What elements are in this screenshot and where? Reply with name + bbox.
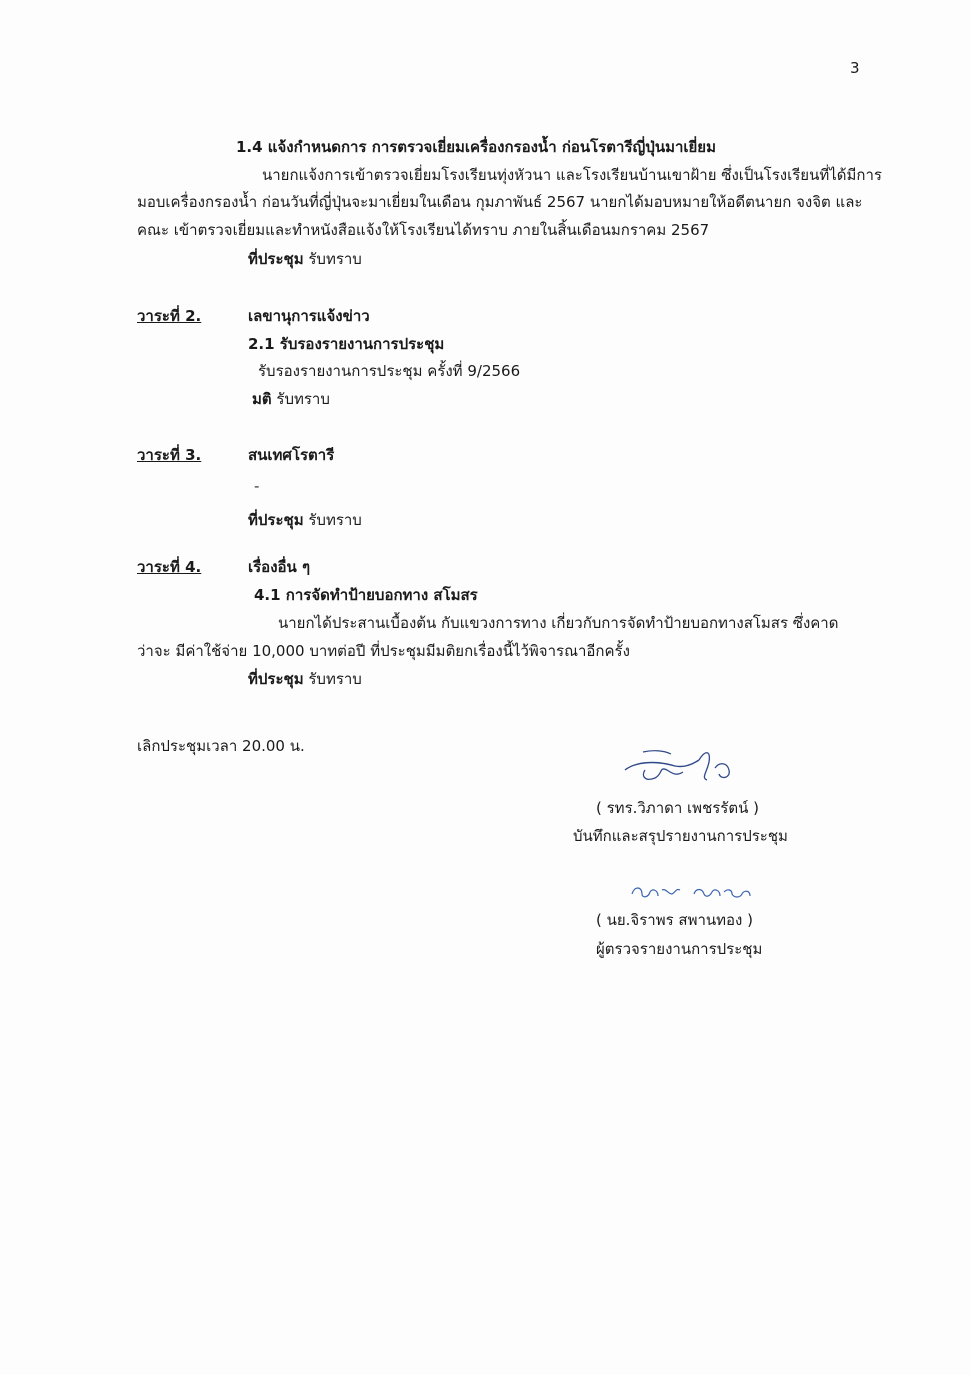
agenda-3-label: วาระที่ 3. <box>137 446 202 464</box>
page-number: 3 <box>850 59 860 77</box>
resolution-label: มติ <box>252 390 272 408</box>
agenda-4-resolution <box>248 669 362 689</box>
section-1-4-line-1: นายกแจ้งการเข้าตรวจเยี่ยมโรงเรียนทุ่งหัวนา และโรงเรียนบ้านเขาฝ้าย ซึ่งเป็นโรงเรียนที่ได้มีการ <box>262 166 882 184</box>
resolution-text: รับทราบ <box>303 511 362 529</box>
resolution-text: รับทราบ <box>271 390 330 408</box>
agenda-3-title: สนเทศโรตารี <box>248 446 335 464</box>
agenda-4-line-2: ว่าจะ มีค่าใช้จ่าย 10,000 บาทต่อปี ที่ประชุมมีมติยกเรื่องนี้ไว้พิจารณาอีกครั้ง <box>137 642 630 660</box>
signature-1-name: ( รทร.วิภาดา เพชรรัตน์ ) <box>596 799 759 817</box>
section-1-4-heading: 1.4 แจ้งกำหนดการ การตรวจเยี่ยมเครื่องกรองน้ำ ก่อนโรตารีญี่ปุ่นมาเยี่ยม <box>236 138 716 156</box>
resolution-label: ที่ประชุม <box>248 250 304 268</box>
agenda-4-1-heading: 4.1 การจัดทำป้ายบอกทาง สโมสร <box>254 586 478 604</box>
agenda-4-line-1: นายกได้ประสานเบื้องต้น กับแขวงการทาง เกี่ยวกับการจัดทำป้ายบอกทางสโมสร ซึ่งคาด <box>278 614 839 632</box>
agenda-2-resolution <box>252 389 330 409</box>
agenda-4-label: วาระที่ 4. <box>137 558 202 576</box>
signature-2-name: ( นย.จิราพร สพานทอง ) <box>596 911 753 929</box>
agenda-2-1-text: รับรองรายงานการประชุม ครั้งที่ 9/2566 <box>258 362 521 380</box>
section-1-4-line-3: คณะ เข้าตรวจเยี่ยมและทำหนังสือแจ้งให้โรงเรียนได้ทราบ ภายในสิ้นเดือนมกราคม 2567 <box>137 221 710 239</box>
resolution-text: รับทราบ <box>303 250 362 268</box>
signature-1-handwriting <box>615 740 745 790</box>
resolution-label: ที่ประชุม <box>248 511 304 529</box>
agenda-3-resolution <box>248 510 362 530</box>
closing-time: เลิกประชุมเวลา 20.00 น. <box>137 737 305 755</box>
agenda-3-dash: - <box>254 477 260 495</box>
signature-2-role: ผู้ตรวจรายงานการประชุม <box>596 940 763 958</box>
section-1-4-resolution <box>248 249 362 269</box>
section-1-4-line-2: มอบเครื่องกรองน้ำ ก่อนวันที่ญี่ปุ่นจะมาเยี่ยมในเดือน กุมภาพันธ์ 2567 นายกได้มอบหมายให้อดีตนายก จงจิต และ <box>137 193 863 211</box>
agenda-2-1-heading: 2.1 รับรองรายงานการประชุม <box>248 335 445 353</box>
resolution-label: ที่ประชุม <box>248 670 304 688</box>
signature-2-handwriting <box>628 876 758 904</box>
agenda-2-label: วาระที่ 2. <box>137 307 202 325</box>
resolution-text: รับทราบ <box>303 670 362 688</box>
signature-1-role: บันทึกและสรุปรายงานการประชุม <box>573 827 788 845</box>
agenda-2-title: เลขานุการแจ้งข่าว <box>248 307 370 325</box>
agenda-4-title: เรื่องอื่น ๆ <box>248 558 311 576</box>
